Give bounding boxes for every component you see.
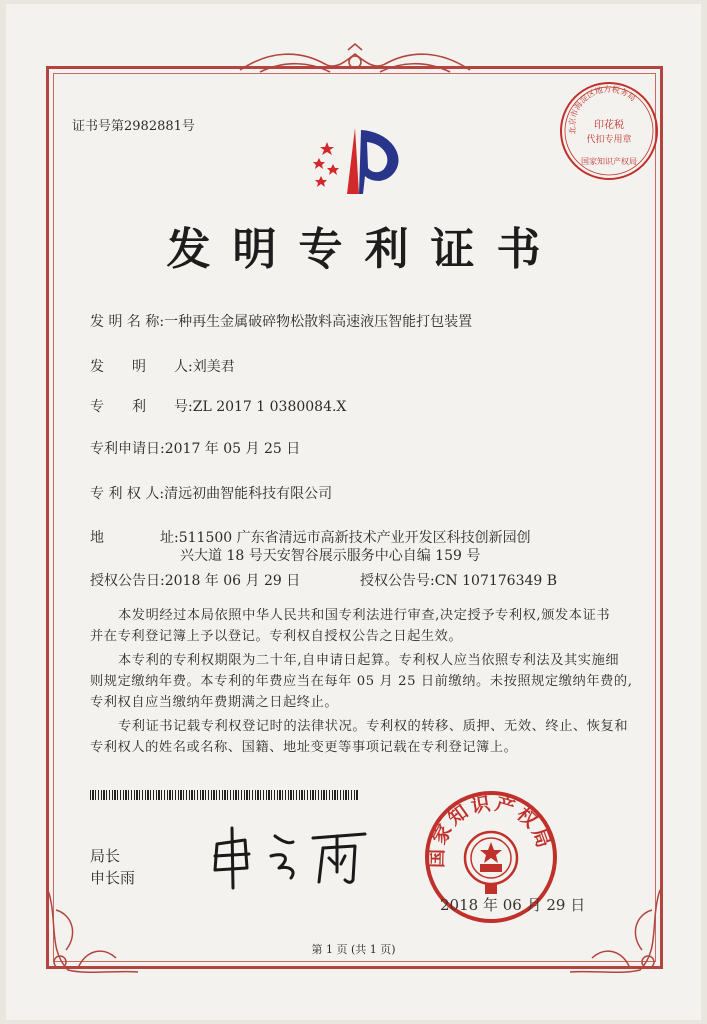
stamp-ring-text: 北京市海淀区地方税务局 [567,84,638,135]
grant-date-value: 2018 年 06 月 29 日 [164,573,301,589]
inventor-value: 刘美君 [192,359,235,375]
patentee-label: 专 利 权 人: [90,486,165,502]
page-number: 第 1 页 (共 1 页) [311,943,396,956]
field-patent-number [90,398,346,416]
grant-no-value: CN 107176349 B [434,573,558,589]
field-inventor [90,358,235,376]
stamp-line2: 代扣专用章 [586,135,632,145]
body-p2-line2: 则规定缴纳年费。本专利的年费应当在每年 05 月 25 日前缴纳。未按照规定缴纳年费的, [90,674,633,689]
invention-name-value: 一种再生金属破碎物松散料高速液压智能打包装置 [164,314,473,330]
inventor-label: 发 明 人: [90,359,193,375]
body-p1-line2: 并在专利登记簿上予以登记。专利权自授权公告之日起生效。 [90,629,463,644]
corner-ornament-bottom-left [38,880,148,980]
patentee-value: 清远初曲智能科技有限公司 [164,486,333,502]
grant-no-label: 授权公告号: [360,573,435,589]
page-title: 发明专利证书 [166,224,563,275]
field-application-date [90,440,300,458]
patent-no-value: ZL 2017 1 0380084.X [192,399,347,415]
certificate-number [72,118,195,136]
address-line2: 兴大道 18 号天安智谷展示服务中心自编 159 号 [180,548,481,564]
seal-text: 国家知识产权局 [425,792,556,869]
corner-ornament-bottom-right [560,880,670,980]
stamp-bottom-text: 国家知识产权局 [581,157,637,166]
signature-name: 申长雨 [90,869,136,887]
apply-date-value: 2017 年 05 月 25 日 [164,441,301,457]
handwritten-signature [205,822,375,892]
address-line1: 511500 广东省清远市高新技术产业开发区科技创新园创 [178,530,531,546]
body-p2-line3: 专利权自应当缴纳年费期满之日起终止。 [90,695,339,710]
stamp-line1: 印花税 [594,120,624,131]
cert-no-value: 2982881 [124,119,182,134]
address-label: 地 址: [90,530,179,546]
national-emblem-icon [465,832,517,894]
top-ornament [230,42,480,82]
patent-office-logo [305,120,415,200]
apply-date-label: 专利申请日: [90,441,165,457]
field-grant-date [90,572,300,590]
field-invention-name [90,313,472,331]
body-p3-line2: 专利权人的姓名或名称、国籍、地址变更等事项记载在专利登记簿上。 [90,740,518,755]
cert-no-label: 证书号第 [72,119,125,134]
signature-title: 局长 [90,847,121,865]
field-address [90,529,531,547]
field-grant-number [360,572,557,590]
stamp-tax [556,78,662,184]
patent-no-label: 专 利 号: [90,399,193,415]
body-p2-line1: 本专利的专利权期限为二十年,自申请日起算。专利权人应当依照专利法及其实施细 [118,653,620,668]
grant-date-label: 授权公告日: [90,573,165,589]
seal-date: 2018 年 06 月 29 日 [440,896,586,914]
body-p3-line1: 专利证书记载专利权登记时的法律状况。专利权的转移、质押、无效、终止、恢复和 [118,719,629,734]
field-patentee [90,485,332,503]
cert-no-suffix: 号 [181,119,195,134]
barcode [90,790,358,800]
invention-name-label: 发 明 名 称: [90,314,165,330]
body-p1-line1: 本发明经过本局依照中华人民共和国专利法进行审查,决定授予专利权,颁发本证书 [118,608,611,623]
